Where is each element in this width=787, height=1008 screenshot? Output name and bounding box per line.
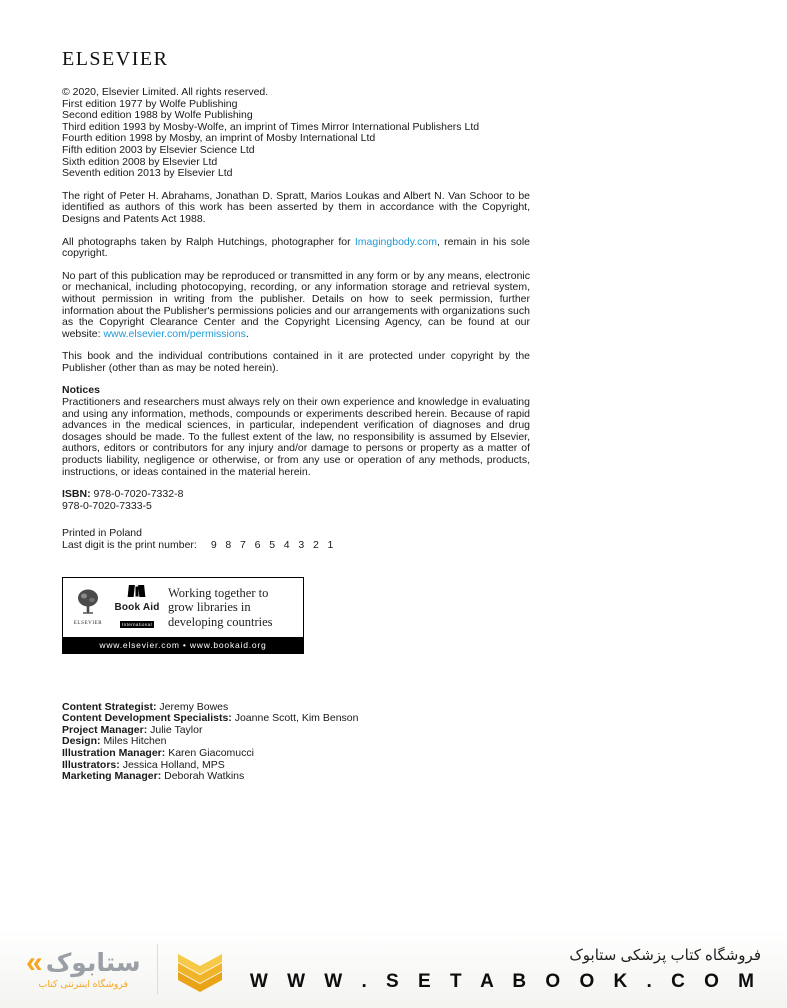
credit-name: Jessica Holland, MPS <box>122 758 225 771</box>
credit-name: Jeremy Bowes <box>159 700 229 713</box>
isbn-block <box>62 489 530 512</box>
credits-block <box>62 702 530 783</box>
copyright-line: Fourth edition 1998 by Mosby, an imprint of Mosby International Ltd <box>62 132 376 145</box>
credit-role: Content Strategist: <box>62 700 157 713</box>
isbn-line-2: 978-0-7020-7333-5 <box>62 499 152 512</box>
print-number-line <box>62 540 530 552</box>
setabook-logo-word: ستابوک <box>45 948 141 977</box>
bookaid-banner <box>62 577 304 654</box>
credit-role: Illustration Manager: <box>62 746 166 759</box>
copyright-block <box>62 87 530 180</box>
bookaid-links-bar: www.elsevier.com • www.bookaid.org <box>63 637 303 653</box>
setabook-text-group <box>250 946 761 993</box>
bookaid-books-icon <box>126 584 148 598</box>
printing-block <box>62 528 530 551</box>
elsevier-tree-logo <box>70 589 106 626</box>
permissions-text-before: No part of this publication may be reproduced or transmitted in any form or by any means, electronic or mechanical, including photocopying, recording, or any information storage and retrieval system, without permission in writing from the publisher. Details on how to seek permission, further information about the Publisher's permissions policies and our arrangements with organizations such as the Copyright Clearance Center and the Copyright Licensing Agency, can be found at our website: <box>62 269 530 340</box>
copyright-line: Seventh edition 2013 by Elsevier Ltd <box>62 167 233 180</box>
isbn-value: 978-0-7020-7332-8 <box>93 488 184 501</box>
setabook-chevron-mark: « <box>26 945 43 979</box>
rights-text: The right of Peter H. Abrahams, Jonathan D. Spratt, Marios Loukas and Albert N. Van Schoor to be identified as authors of this work has been asserted by them in accordance with the Copyright, Designs and Patents Act 1988. <box>62 189 530 225</box>
photos-text-after: , remain in his sole copyright. <box>62 235 530 260</box>
notices-body-paragraph <box>62 397 530 478</box>
elsevier-mini-label: ELSEVIER <box>73 621 103 627</box>
setabook-logo-subtitle: فروشگاه اینترنتی کتاب <box>38 978 129 990</box>
setabook-footer <box>0 930 787 1008</box>
imagingbody-link[interactable]: Imagingbody.com <box>354 235 437 248</box>
footer-tagline: فروشگاه کتاب پزشکی ستابوک <box>569 946 761 964</box>
credit-name: Julie Taylor <box>150 723 203 736</box>
credit-name: Deborah Watkins <box>164 770 245 783</box>
protection-text: This book and the individual contributions contained in it are protected under copyright by the Publisher (other than as may be noted herein). <box>62 350 530 374</box>
credit-role: Illustrators: <box>62 758 120 771</box>
credit-role: Content Development Specialists: <box>62 712 232 725</box>
page-content <box>62 48 530 783</box>
setabook-logo-row <box>26 945 141 979</box>
credit-line <box>62 771 530 783</box>
photographs-paragraph <box>62 237 530 260</box>
bookaid-banner-top <box>63 578 303 637</box>
permissions-text-after: . <box>245 327 249 340</box>
permissions-link[interactable]: www.elsevier.com/permissions <box>103 327 246 340</box>
protection-paragraph <box>62 351 530 374</box>
credit-name: Karen Giacomucci <box>168 746 254 759</box>
copyright-line: First edition 1977 by Wolfe Publishing <box>62 97 238 110</box>
book-chevron-icon <box>174 946 226 992</box>
credit-role: Design: <box>62 735 101 748</box>
printed-in: Printed in Poland <box>62 527 142 540</box>
credit-role: Marketing Manager: <box>62 770 162 783</box>
copyright-line: Sixth edition 2008 by Elsevier Ltd <box>62 155 218 168</box>
rights-paragraph <box>62 191 530 226</box>
setabook-logo[interactable] <box>26 945 141 990</box>
print-number-digits: 9 8 7 6 5 4 3 2 1 <box>210 539 334 551</box>
elsevier-wordmark: ELSEVIER <box>62 48 169 70</box>
notices-section <box>62 385 530 478</box>
bookaid-logo <box>114 584 160 631</box>
bookaid-name: Book Aid <box>114 602 160 614</box>
credit-role: Project Manager: <box>62 723 148 736</box>
copyright-line: © 2020, Elsevier Limited. All rights reserved. <box>62 86 269 98</box>
credit-name: Joanne Scott, Kim Benson <box>234 712 359 725</box>
print-number-label: Last digit is the print number: <box>62 539 197 551</box>
notices-body: Practitioners and researchers must always rely on their own experience and knowledge in evaluating and using any information, methods, compounds or experiments described herein. Because of rapid advances in the medical sciences, in particular, independent verification of diagnoses and drug dosages should be made. To the fullest extent of the law, no responsibility is assumed by Elsevier, authors, editors or contributors for any injury and/or damage to persons or property as a matter of products liability, negligence or otherwise, or from any use or operation of any methods, products, instructions, or ideas contained in the material herein. <box>62 396 530 478</box>
copyright-line: Third edition 1993 by Mosby-Wolfe, an imprint of Times Mirror International Publishers Ltd <box>62 120 480 133</box>
copyright-line: Fifth edition 2003 by Elsevier Science Ltd <box>62 143 255 156</box>
photos-text-before: All photographs taken by Ralph Hutchings, photographer for <box>62 235 355 248</box>
setabook-logo-group <box>26 944 226 994</box>
copyright-line: Second edition 1988 by Wolfe Publishing <box>62 109 253 122</box>
footer-divider <box>157 944 158 994</box>
elsevier-tree-icon <box>75 589 101 615</box>
credit-name: Miles Hitchen <box>103 735 167 748</box>
footer-url[interactable]: W W W . S E T A B O O K . C O M <box>249 970 761 992</box>
bookaid-subtitle: International <box>122 622 152 628</box>
isbn-label: ISBN: <box>62 488 91 501</box>
bookaid-message: Working together to grow libraries in developing countries <box>168 585 273 629</box>
notices-heading: Notices <box>62 384 100 397</box>
permissions-paragraph <box>62 271 530 341</box>
